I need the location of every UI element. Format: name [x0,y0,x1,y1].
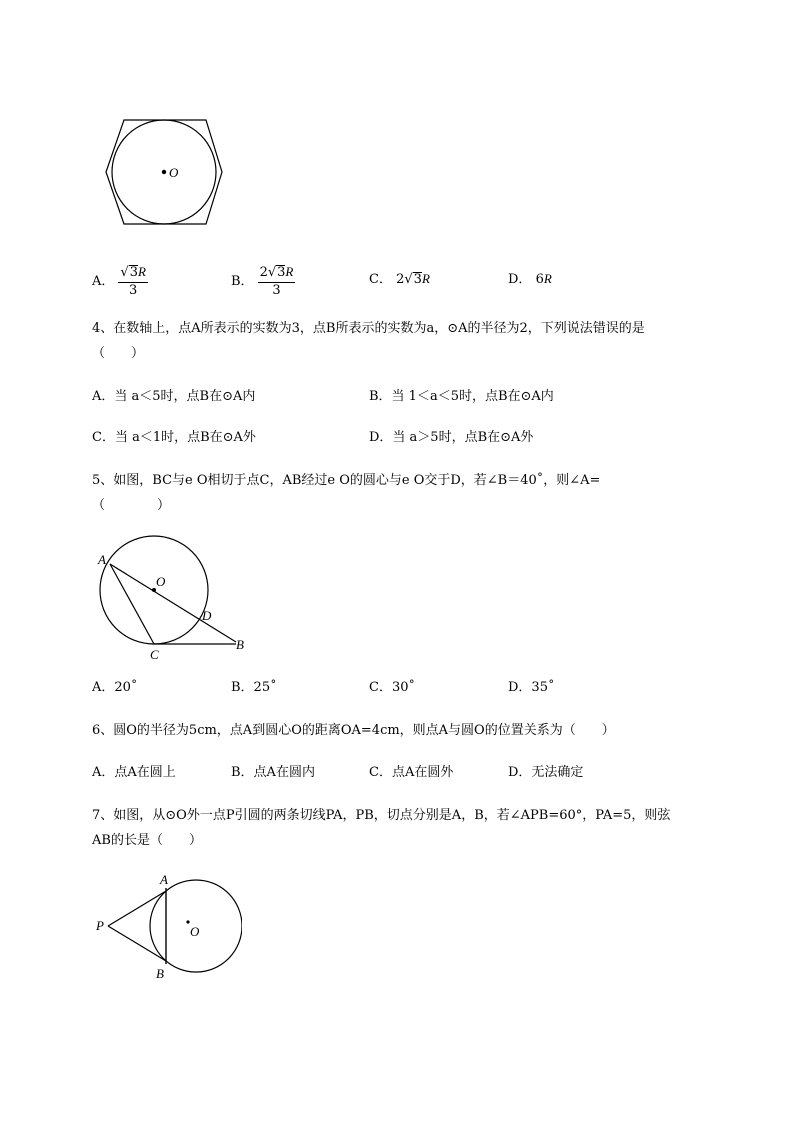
q7-stem-line2: AB的长是（ ） [92,833,202,848]
label-o: O [190,924,200,939]
q5-stem-line2: （ ） [92,498,171,513]
label-a: A [98,552,106,567]
q6-option-d: D．无法确定 [508,765,584,780]
q4-option-d: D．当 a＞5时，点B在⊙A外 [369,430,534,445]
q5-stem-line1: 5、如图，BC与e O相切于点C，AB经过e O的圆心与e O交于D，若∠B＝40˚，则∠A= [92,473,601,488]
q4-stem-line1: 4、在数轴上，点A所表示的实数为3，点B所表示的实数为a，⊙A的半径为2，下列说法错误的是 [92,321,645,336]
label-p: P [96,918,104,933]
center-label-o: O [169,165,179,180]
label-c: C [150,647,159,662]
q4-option-c: C．当 a＜1时，点B在⊙A外 [92,430,256,445]
tangent-pa [108,891,166,926]
line-ac [110,564,154,644]
q6-stem: 6、圆O的半径为5cm，点A到圆心O的距离OA=4cm，则点A与圆O的位置关系为（ ） [92,723,615,738]
q6-option-b: B．点A在圆内 [231,765,315,780]
label-a: A [160,872,168,887]
q6-option-a: A．点A在圆上 [92,765,176,780]
q5-option-d: D．35˚ [508,680,555,695]
q5-option-a: A．20˚ [92,680,138,695]
q4-option-a: A．当 a＜5时，点B在⊙A内 [92,389,256,404]
q4-option-b: B．当 1＜a＜5时，点B在⊙A内 [369,389,554,404]
line-ab [110,564,236,642]
label-b: B [236,637,244,652]
tangent-pb [108,926,166,961]
label-b: B [156,966,164,980]
q3-option-a: A． $\frac{√3R}{3}$ [92,264,146,298]
q7-stem-line1: 7、如图，从⊙O外一点P引圆的两条切线PA，PB，切点分别是A，B，若∠APB=60°，PA=5，则弦 [92,808,671,823]
q5-option-b: B．25˚ [231,680,277,695]
label-o: O [156,574,166,589]
q6-option-c: C．点A在圆外 [369,765,454,780]
center-point [162,170,166,174]
tangent-circle-figure-q5 [92,534,262,664]
q3-option-d: D． 6R [508,271,552,287]
hexagon-circle-figure [100,116,230,232]
tangent-lines-figure-q7 [92,870,242,980]
label-d: D [202,608,212,623]
q3-option-b: B． $\frac{2√3R}{3}$ [231,264,294,298]
q3-option-c: C． 2√3R [369,271,430,287]
q5-option-c: C．30˚ [369,680,415,695]
q4-stem-line2: （ ） [92,346,145,361]
